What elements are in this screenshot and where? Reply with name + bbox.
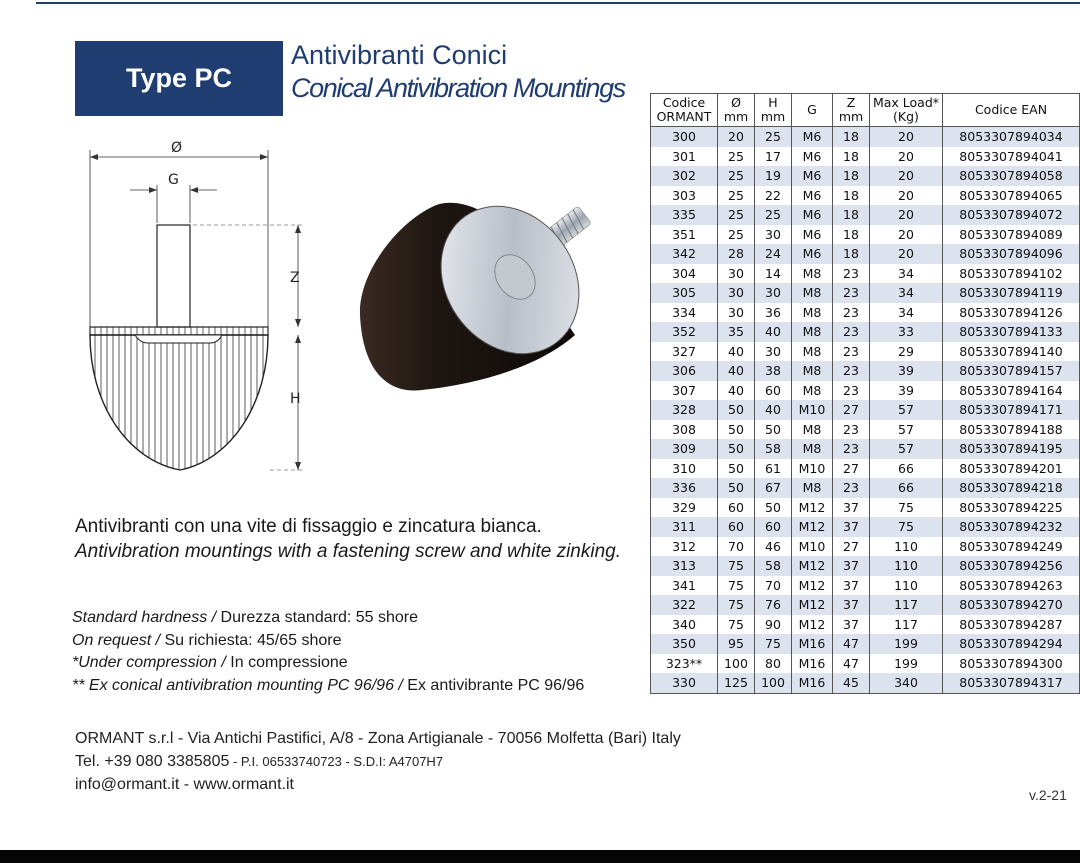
cell-g: M12	[792, 576, 833, 596]
cell-load: 57	[870, 400, 943, 420]
cell-load: 20	[870, 147, 943, 167]
cell-ean: 8053307894126	[943, 303, 1080, 323]
cell-g: M6	[792, 186, 833, 206]
footer	[75, 727, 681, 796]
company-address: - Via Antichi Pastifici, A/8 - Zona Artigianale - 70056 Molfetta (Bari) Italy	[173, 730, 681, 747]
cell-z: 47	[833, 634, 870, 654]
cell-h: 75	[755, 634, 792, 654]
cell-g: M10	[792, 459, 833, 479]
cell-code: 336	[651, 478, 718, 498]
cell-h: 38	[755, 361, 792, 381]
cell-load: 34	[870, 264, 943, 284]
cell-ean: 8053307894287	[943, 615, 1080, 635]
cell-code: 303	[651, 186, 718, 206]
cell-dia: 75	[718, 595, 755, 615]
cell-z: 23	[833, 322, 870, 342]
table-row	[651, 498, 1080, 518]
spec-table	[650, 93, 1080, 694]
footer-contacts: info@ormant.it - www.ormant.it	[75, 776, 294, 793]
cell-ean: 8053307894096	[943, 244, 1080, 264]
cell-load: 199	[870, 654, 943, 674]
cell-dia: 25	[718, 205, 755, 225]
cell-h: 50	[755, 420, 792, 440]
cell-ean: 8053307894171	[943, 400, 1080, 420]
table-row	[651, 459, 1080, 479]
cell-dia: 75	[718, 615, 755, 635]
cell-code: 351	[651, 225, 718, 245]
cell-dia: 25	[718, 225, 755, 245]
note-ex-model: ** Ex conical antivibration mounting PC 96/96 / Ex antivibrante PC 96/96	[72, 676, 585, 694]
title-english: Conical Antivibration Mountings	[291, 73, 625, 103]
cell-g: M6	[792, 244, 833, 264]
cell-z: 18	[833, 244, 870, 264]
cell-h: 61	[755, 459, 792, 479]
cell-ean: 8053307894263	[943, 576, 1080, 596]
cell-dia: 25	[718, 166, 755, 186]
table-row	[651, 381, 1080, 401]
cell-load: 39	[870, 381, 943, 401]
cell-ean: 8053307894058	[943, 166, 1080, 186]
cell-dia: 28	[718, 244, 755, 264]
cell-g: M12	[792, 517, 833, 537]
cell-dia: 50	[718, 439, 755, 459]
cell-dia: 60	[718, 498, 755, 518]
cell-load: 20	[870, 205, 943, 225]
cell-h: 70	[755, 576, 792, 596]
phone: Tel. +39 080 3385805	[75, 753, 230, 770]
cell-g: M6	[792, 147, 833, 167]
table-row	[651, 225, 1080, 245]
col-diameter: Ø mm	[718, 94, 755, 127]
cell-g: M12	[792, 615, 833, 635]
cell-h: 22	[755, 186, 792, 206]
cell-code: 342	[651, 244, 718, 264]
cell-z: 45	[833, 673, 870, 693]
cell-g: M6	[792, 166, 833, 186]
cell-g: M10	[792, 400, 833, 420]
cell-code: 352	[651, 322, 718, 342]
cell-z: 18	[833, 225, 870, 245]
table-row	[651, 673, 1080, 693]
cell-load: 110	[870, 576, 943, 596]
cell-h: 19	[755, 166, 792, 186]
cell-ean: 8053307894140	[943, 342, 1080, 362]
table-row	[651, 576, 1080, 596]
cell-dia: 30	[718, 264, 755, 284]
cell-h: 40	[755, 322, 792, 342]
cell-code: 304	[651, 264, 718, 284]
cell-ean: 8053307894188	[943, 420, 1080, 440]
cell-dia: 70	[718, 537, 755, 557]
table-row	[651, 264, 1080, 284]
cell-code: 350	[651, 634, 718, 654]
cell-ean: 8053307894201	[943, 459, 1080, 479]
cell-h: 36	[755, 303, 792, 323]
cell-g: M10	[792, 537, 833, 557]
cell-load: 20	[870, 244, 943, 264]
cell-z: 23	[833, 264, 870, 284]
cell-load: 66	[870, 478, 943, 498]
cell-ean: 8053307894195	[943, 439, 1080, 459]
cell-code: 327	[651, 342, 718, 362]
cell-code: 308	[651, 420, 718, 440]
cell-ean: 8053307894249	[943, 537, 1080, 557]
cell-z: 27	[833, 400, 870, 420]
cell-dia: 40	[718, 342, 755, 362]
cell-g: M16	[792, 634, 833, 654]
cell-ean: 8053307894102	[943, 264, 1080, 284]
table-row	[651, 166, 1080, 186]
cell-g: M8	[792, 342, 833, 362]
product-photo	[350, 185, 630, 425]
cell-dia: 30	[718, 283, 755, 303]
cell-g: M8	[792, 420, 833, 440]
cell-h: 30	[755, 342, 792, 362]
cell-ean: 8053307894119	[943, 283, 1080, 303]
table-row	[651, 244, 1080, 264]
cell-h: 58	[755, 556, 792, 576]
title-italian: Antivibranti Conici	[291, 40, 508, 70]
cell-z: 23	[833, 439, 870, 459]
cell-h: 76	[755, 595, 792, 615]
cell-dia: 60	[718, 517, 755, 537]
cell-g: M8	[792, 439, 833, 459]
cell-load: 117	[870, 595, 943, 615]
cell-g: M8	[792, 361, 833, 381]
cell-dia: 75	[718, 576, 755, 596]
cell-g: M6	[792, 205, 833, 225]
cell-load: 20	[870, 186, 943, 206]
cell-code: 301	[651, 147, 718, 167]
cell-h: 25	[755, 205, 792, 225]
cell-z: 37	[833, 498, 870, 518]
table-body	[651, 127, 1080, 694]
cell-h: 24	[755, 244, 792, 264]
cell-load: 340	[870, 673, 943, 693]
cell-code: 330	[651, 673, 718, 693]
cell-h: 30	[755, 225, 792, 245]
notes-list	[72, 607, 584, 697]
cell-load: 117	[870, 615, 943, 635]
cell-h: 46	[755, 537, 792, 557]
cell-dia: 50	[718, 420, 755, 440]
cell-dia: 75	[718, 556, 755, 576]
col-thread: G	[792, 94, 833, 127]
cell-load: 33	[870, 322, 943, 342]
cell-z: 47	[833, 654, 870, 674]
cell-code: 310	[651, 459, 718, 479]
cell-code: 309	[651, 439, 718, 459]
cell-dia: 50	[718, 478, 755, 498]
company-name: ORMANT s.r.l	[75, 730, 174, 747]
cell-code: 340	[651, 615, 718, 635]
cell-z: 23	[833, 361, 870, 381]
cell-ean: 8053307894089	[943, 225, 1080, 245]
cell-load: 75	[870, 498, 943, 518]
cell-z: 23	[833, 283, 870, 303]
cell-load: 20	[870, 127, 943, 147]
type-label: Type PC	[125, 63, 233, 93]
cell-dia: 25	[718, 147, 755, 167]
cell-load: 29	[870, 342, 943, 362]
vat-info: - P.I. 06533740723 - S.D.I: A4707H7	[229, 754, 444, 769]
cell-z: 37	[833, 615, 870, 635]
cell-z: 27	[833, 537, 870, 557]
table-row	[651, 400, 1080, 420]
cell-dia: 30	[718, 303, 755, 323]
cell-dia: 100	[718, 654, 755, 674]
cell-g: M12	[792, 556, 833, 576]
cell-dia: 20	[718, 127, 755, 147]
cell-code: 328	[651, 400, 718, 420]
cell-ean: 8053307894294	[943, 634, 1080, 654]
cell-ean: 8053307894065	[943, 186, 1080, 206]
cell-code: 341	[651, 576, 718, 596]
technical-drawing	[70, 135, 320, 505]
col-code: Codice ORMANT	[651, 94, 718, 127]
cell-h: 60	[755, 517, 792, 537]
cell-dia: 40	[718, 361, 755, 381]
cell-h: 17	[755, 147, 792, 167]
table-row	[651, 127, 1080, 147]
cell-load: 75	[870, 517, 943, 537]
cell-z: 18	[833, 205, 870, 225]
cell-load: 39	[870, 361, 943, 381]
col-ean: Codice EAN	[943, 94, 1080, 127]
cell-code: 313	[651, 556, 718, 576]
cell-load: 199	[870, 634, 943, 654]
cell-code: 307	[651, 381, 718, 401]
col-height: H mm	[755, 94, 792, 127]
cell-z: 23	[833, 303, 870, 323]
cell-g: M6	[792, 127, 833, 147]
cell-g: M12	[792, 595, 833, 615]
cell-code: 300	[651, 127, 718, 147]
table-row	[651, 205, 1080, 225]
cell-g: M16	[792, 673, 833, 693]
cell-g: M8	[792, 283, 833, 303]
table-row	[651, 420, 1080, 440]
table-row	[651, 342, 1080, 362]
cell-ean: 8053307894225	[943, 498, 1080, 518]
cell-ean: 8053307894034	[943, 127, 1080, 147]
description	[75, 514, 635, 564]
table-row	[651, 303, 1080, 323]
cell-g: M6	[792, 225, 833, 245]
note-on-request: On request / Su richiesta: 45/65 shore	[72, 631, 342, 649]
cell-h: 50	[755, 498, 792, 518]
top-rule	[36, 2, 1080, 4]
table-row	[651, 147, 1080, 167]
cell-z: 37	[833, 595, 870, 615]
cell-dia: 35	[718, 322, 755, 342]
cell-g: M8	[792, 381, 833, 401]
cell-dia: 125	[718, 673, 755, 693]
thread-label: G	[168, 172, 179, 188]
description-italian: Antivibranti con una vite di fissaggio e zincatura bianca.	[75, 516, 542, 537]
table-header-row	[651, 94, 1080, 127]
cell-code: 334	[651, 303, 718, 323]
cell-load: 110	[870, 556, 943, 576]
cell-ean: 8053307894133	[943, 322, 1080, 342]
cell-ean: 8053307894270	[943, 595, 1080, 615]
cell-dia: 40	[718, 381, 755, 401]
cell-load: 66	[870, 459, 943, 479]
cell-z: 23	[833, 420, 870, 440]
cell-z: 37	[833, 576, 870, 596]
cell-load: 57	[870, 420, 943, 440]
cell-h: 90	[755, 615, 792, 635]
cell-g: M8	[792, 264, 833, 284]
table-row	[651, 283, 1080, 303]
cell-load: 57	[870, 439, 943, 459]
cell-z: 23	[833, 342, 870, 362]
cell-h: 30	[755, 283, 792, 303]
table-row	[651, 615, 1080, 635]
cell-z: 27	[833, 459, 870, 479]
cell-h: 67	[755, 478, 792, 498]
table-row	[651, 439, 1080, 459]
cell-z: 18	[833, 166, 870, 186]
cell-g: M12	[792, 498, 833, 518]
cell-load: 110	[870, 537, 943, 557]
bottom-bar	[0, 850, 1080, 863]
type-badge	[75, 41, 283, 116]
table-row	[651, 361, 1080, 381]
table-row	[651, 478, 1080, 498]
cell-h: 58	[755, 439, 792, 459]
cell-dia: 25	[718, 186, 755, 206]
cell-h: 80	[755, 654, 792, 674]
table-row	[651, 517, 1080, 537]
cell-g: M8	[792, 478, 833, 498]
cell-dia: 50	[718, 459, 755, 479]
table-row	[651, 322, 1080, 342]
cell-code: 335	[651, 205, 718, 225]
cell-z: 18	[833, 147, 870, 167]
cell-z: 23	[833, 478, 870, 498]
cell-z: 23	[833, 381, 870, 401]
version-label: v.2-21	[1029, 787, 1067, 803]
z-label: Z	[290, 270, 300, 286]
cell-z: 18	[833, 186, 870, 206]
cell-z: 37	[833, 517, 870, 537]
cell-g: M16	[792, 654, 833, 674]
diameter-label: Ø	[171, 140, 183, 156]
cell-ean: 8053307894256	[943, 556, 1080, 576]
cell-code: 311	[651, 517, 718, 537]
cell-dia: 95	[718, 634, 755, 654]
cell-load: 20	[870, 166, 943, 186]
cell-code: 323**	[651, 654, 718, 674]
col-max-load: Max Load* (Kg)	[870, 94, 943, 127]
cell-h: 14	[755, 264, 792, 284]
cell-load: 34	[870, 283, 943, 303]
cell-ean: 8053307894164	[943, 381, 1080, 401]
cell-g: M8	[792, 303, 833, 323]
footer-phone-line	[75, 750, 681, 773]
footer-address-line	[75, 727, 681, 750]
cell-ean: 8053307894300	[943, 654, 1080, 674]
cell-code: 322	[651, 595, 718, 615]
cell-h: 25	[755, 127, 792, 147]
table-row	[651, 556, 1080, 576]
cell-dia: 50	[718, 400, 755, 420]
cell-code: 306	[651, 361, 718, 381]
table-row	[651, 186, 1080, 206]
table-row	[651, 634, 1080, 654]
cell-code: 312	[651, 537, 718, 557]
cell-code: 329	[651, 498, 718, 518]
cell-code: 305	[651, 283, 718, 303]
note-compression: *Under compression / In compressione	[72, 654, 348, 671]
cell-h: 60	[755, 381, 792, 401]
cell-g: M8	[792, 322, 833, 342]
cell-load: 34	[870, 303, 943, 323]
table-row	[651, 537, 1080, 557]
cell-ean: 8053307894072	[943, 205, 1080, 225]
table-row	[651, 595, 1080, 615]
cell-load: 20	[870, 225, 943, 245]
cell-code: 302	[651, 166, 718, 186]
cell-z: 37	[833, 556, 870, 576]
cell-ean: 8053307894317	[943, 673, 1080, 693]
cell-ean: 8053307894232	[943, 517, 1080, 537]
cell-ean: 8053307894218	[943, 478, 1080, 498]
table-row	[651, 654, 1080, 674]
cell-ean: 8053307894041	[943, 147, 1080, 167]
note-hardness: Standard hardness / Durezza standard: 55 shore	[72, 609, 418, 626]
description-english: Antivibration mountings with a fastening screw and white zinking.	[75, 541, 622, 562]
cell-h: 40	[755, 400, 792, 420]
col-z: Z mm	[833, 94, 870, 127]
cell-h: 100	[755, 673, 792, 693]
h-label: H	[290, 391, 301, 407]
cell-z: 18	[833, 127, 870, 147]
cell-ean: 8053307894157	[943, 361, 1080, 381]
